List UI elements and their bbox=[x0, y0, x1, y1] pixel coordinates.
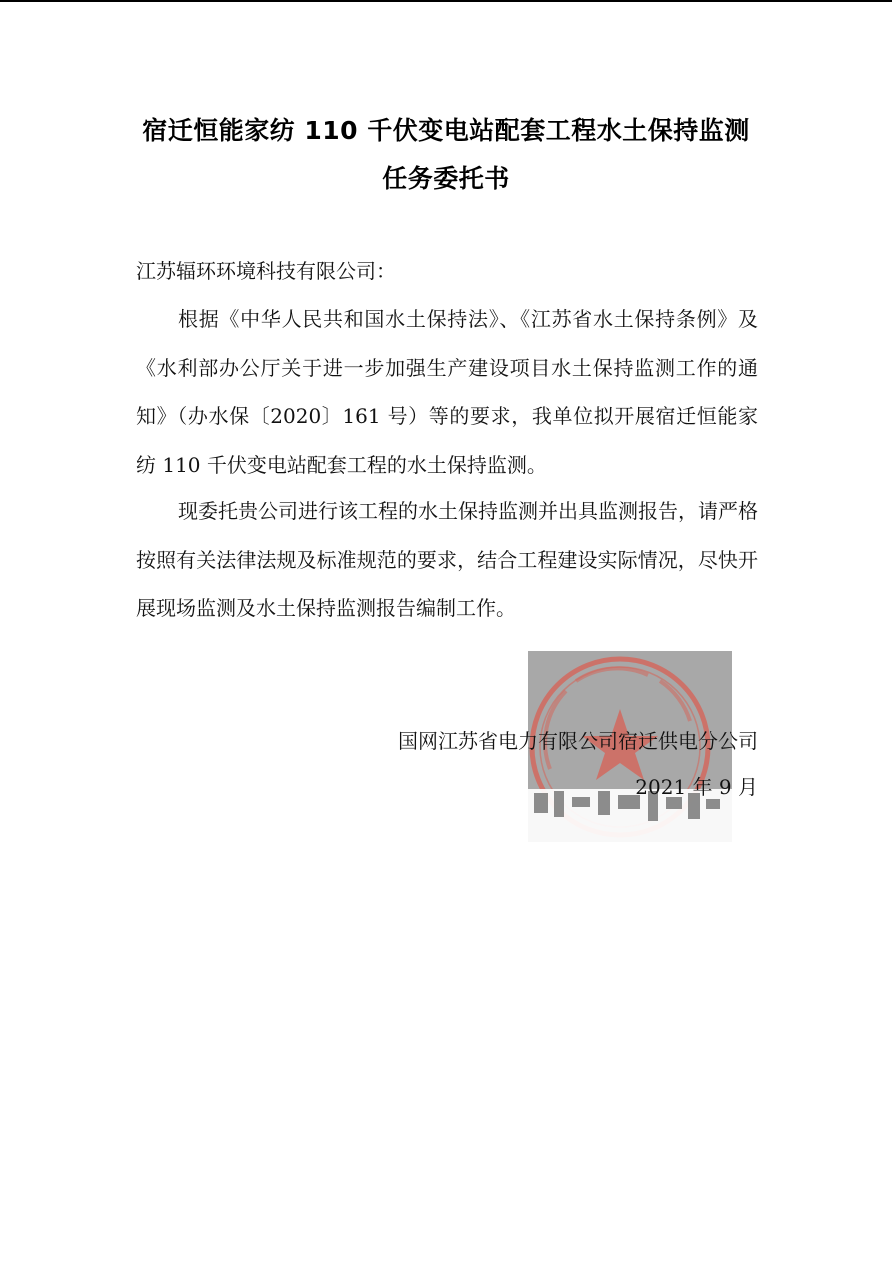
document-title-line-2: 任务委托书 bbox=[382, 164, 510, 193]
addressee: 江苏辐环环境科技有限公司： bbox=[136, 259, 396, 283]
signature-date: 2021 年 9 月 bbox=[635, 775, 758, 799]
body-paragraph-1: 根据《中华人民共和国水土保持法》、《江苏省水土保持条例》及《水利部办公厅关于进一步加强生产建设项目水土保持监测工作的通知》（办水保〔2020〕161 号）等的要求，我单位拟开展宿迁恒能家纺 110 千伏变电站配套工程的水土保持监测。 bbox=[136, 307, 758, 477]
signature-organization: 国网江苏省电力有限公司宿迁供电分公司 bbox=[398, 729, 758, 753]
document-title-line-1: 宿迁恒能家纺 110 千伏变电站配套工程水土保持监测 bbox=[142, 116, 750, 145]
top-border-rule bbox=[0, 0, 892, 2]
body-paragraph-2: 现委托贵公司进行该工程的水土保持监测并出具监测报告，请严格按照有关法律法规及标准规范的要求，结合工程建设实际情况，尽快开展现场监测及水土保持监测报告编制工作。 bbox=[136, 499, 758, 620]
